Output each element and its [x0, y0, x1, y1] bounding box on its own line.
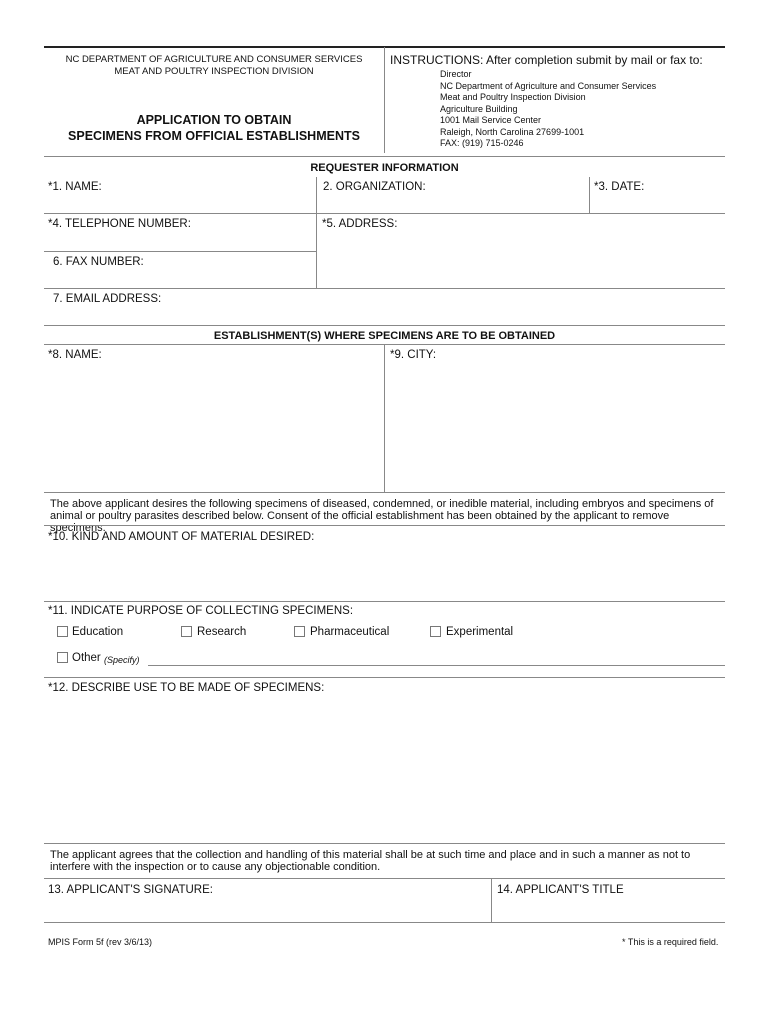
name-label: *1. NAME: [48, 181, 102, 193]
date-label: *3. DATE: [594, 181, 645, 193]
purpose-label: *11. INDICATE PURPOSE OF COLLECTING SPECIMENS: [48, 605, 354, 617]
row-border [44, 843, 725, 844]
address-line: Raleigh, North Carolina 27699-1001 [440, 126, 585, 137]
row-border [44, 878, 725, 879]
other-checkbox[interactable] [57, 652, 68, 663]
row-border [44, 492, 725, 493]
establishment-name-label: *8. NAME: [48, 349, 102, 361]
row-border [44, 677, 725, 678]
other-option-label: Other [72, 652, 101, 664]
instructions-label: INSTRUCTIONS: After completion submit by mail or fax to: [390, 53, 703, 67]
row-border [44, 288, 725, 289]
city-label: *9. CITY: [390, 349, 437, 361]
divider [491, 878, 492, 922]
use-field[interactable] [48, 698, 724, 842]
applicant-title-field[interactable] [497, 899, 724, 921]
signature-field[interactable] [48, 899, 490, 921]
date-field[interactable] [594, 194, 726, 213]
organization-label: 2. ORGANIZATION: [323, 181, 426, 193]
fax-field[interactable] [48, 270, 316, 288]
row-border [44, 525, 725, 526]
education-option-label: Education [72, 626, 124, 638]
other-specify-hint: (Specify) [104, 655, 140, 665]
experimental-checkbox[interactable] [430, 626, 441, 637]
divider [316, 177, 317, 288]
fax-label: 6. FAX NUMBER: [53, 256, 144, 268]
row-border [44, 251, 316, 252]
use-label: *12. DESCRIBE USE TO BE MADE OF SPECIMENS: [48, 682, 325, 694]
address-line: Agriculture Building [440, 103, 518, 114]
education-checkbox[interactable] [57, 626, 68, 637]
address-line: Meat and Poultry Inspection Division [440, 92, 586, 102]
organization-field[interactable] [322, 194, 588, 213]
telephone-field[interactable] [48, 232, 316, 251]
address-line: FAX: (919) 715-0246 [440, 138, 524, 148]
establishment-name-field[interactable] [48, 364, 384, 492]
address-line: NC Department of Agriculture and Consumer Services [440, 80, 657, 91]
applicant-title-label: 14. APPLICANT'S TITLE [497, 884, 624, 896]
city-field[interactable] [390, 364, 724, 492]
divider [589, 177, 590, 213]
header-divider [384, 47, 385, 153]
form-title-line1: APPLICATION TO OBTAIN [136, 113, 292, 127]
material-field[interactable] [48, 546, 724, 602]
pharmaceutical-option-label: Pharmaceutical [310, 626, 390, 638]
required-field-note: * This is a required field. [622, 937, 719, 947]
email-label: 7. EMAIL ADDRESS: [53, 293, 162, 305]
pharmaceutical-checkbox[interactable] [294, 626, 305, 637]
address-line: Director [440, 69, 472, 79]
address-field[interactable] [322, 232, 724, 288]
row-border [44, 601, 725, 602]
research-option-label: Research [197, 626, 247, 638]
agreement-statement: The applicant agrees that the collection and handling of this material shall be at such time and place and in such a manner as not to interfere with the inspection or to cause any objectionable condition. [50, 849, 691, 873]
establishment-section-title: ESTABLISHMENT(S) WHERE SPECIMENS ARE TO BE OBTAINED [213, 330, 556, 342]
email-field[interactable] [160, 291, 724, 310]
name-field[interactable] [48, 194, 316, 213]
form-title-line2: SPECIMENS FROM OFFICIAL ESTABLISHMENTS [68, 129, 360, 143]
signature-label: 13. APPLICANT'S SIGNATURE: [48, 884, 213, 896]
address-line: 1001 Mail Service Center [440, 115, 542, 125]
experimental-option-label: Experimental [446, 626, 514, 638]
specify-underline [148, 665, 725, 666]
material-label: *10. KIND AND AMOUNT OF MATERIAL DESIRED: [48, 531, 315, 543]
section-border [44, 325, 725, 326]
division-name: MEAT AND POULTRY INSPECTION DIVISION [114, 66, 314, 77]
other-specify-field[interactable] [150, 649, 726, 666]
requester-section-title: REQUESTER INFORMATION [310, 162, 459, 174]
address-label: *5. ADDRESS: [322, 218, 398, 230]
divider [384, 344, 385, 492]
row-border [44, 213, 725, 214]
form-number: MPIS Form 5f (rev 3/6/13) [48, 937, 153, 947]
bottom-border [44, 922, 725, 923]
telephone-label: *4. TELEPHONE NUMBER: [48, 218, 191, 230]
consent-statement: The above applicant desires the following specimens of diseased, condemned, or inedible material, including embryos and specimens of animal or poultry parasites described below. Consent of the official establishment has been obtained by the applicant to remove specimens. [50, 498, 714, 534]
agency-name: NC DEPARTMENT OF AGRICULTURE AND CONSUMER SERVICES [65, 54, 363, 65]
research-checkbox[interactable] [181, 626, 192, 637]
section-border [44, 156, 725, 157]
